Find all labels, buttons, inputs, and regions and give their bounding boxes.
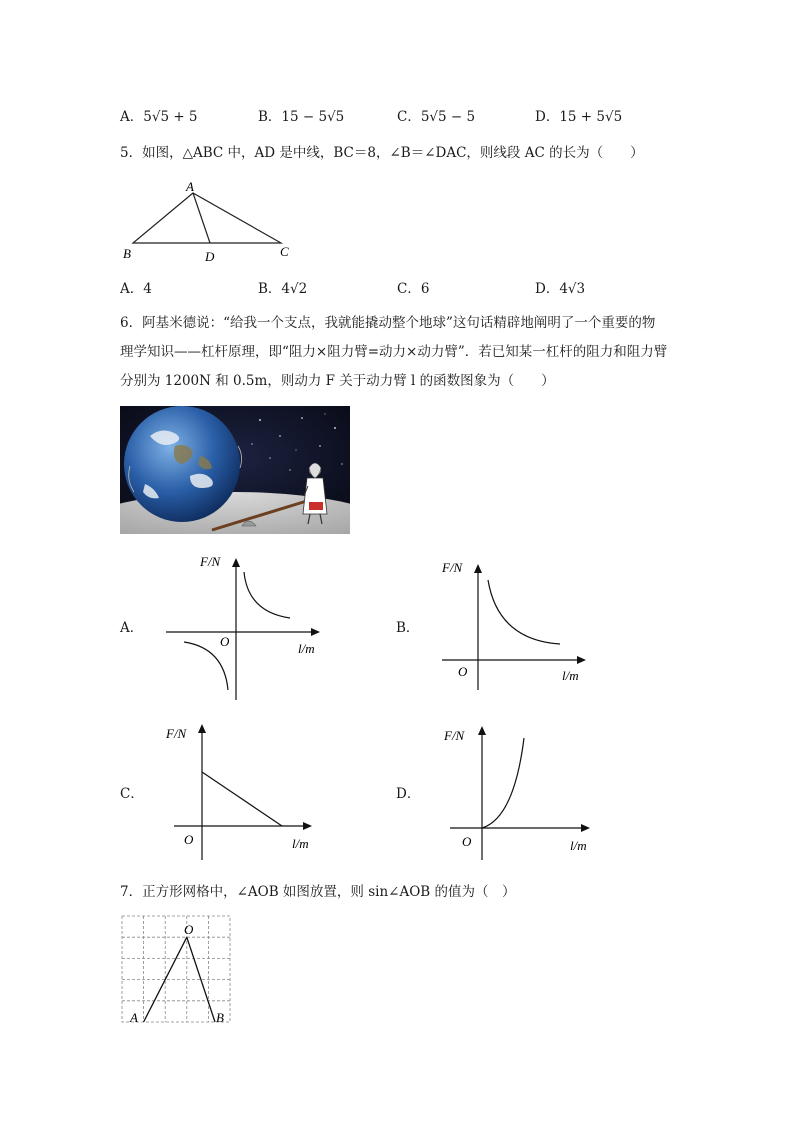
- point-label-a: A: [130, 1010, 138, 1025]
- x-axis-label: l/m: [570, 838, 587, 853]
- y-axis-label: F/N: [200, 554, 221, 569]
- hyperbola-branch-q1: [488, 580, 560, 644]
- q7-stem: 7．正方形网格中，∠AOB 如图放置，则 sin∠AOB 的值为（ ）: [120, 884, 516, 900]
- origin-label: O: [220, 634, 230, 649]
- y-axis-label: F/N: [442, 560, 463, 575]
- q6-stem-line-2: 理学知识——杠杆原理，即“阻力×阻力臂=动力×动力臂”．若已知某一杠杆的阻力和阻力臂: [120, 344, 668, 360]
- hyperbola-branch-q3: [184, 642, 228, 690]
- ray-oa: [144, 937, 187, 1022]
- origin-label: O: [458, 664, 468, 679]
- q6-stem-line-1: 6．阿基米德说：“给我一个支点，我就能撬动整个地球”这句话精辟地阐明了一个重要的物: [120, 315, 656, 331]
- q4-option-a: A．5√5 + 5: [120, 109, 198, 125]
- median-ad: [193, 193, 210, 243]
- q7-grid-figure: [118, 912, 238, 1026]
- q4-option-c: C．5√5 − 5: [397, 109, 476, 125]
- x-axis-label: l/m: [562, 668, 579, 683]
- earth-globe: [124, 406, 240, 522]
- x-axis-arrow: [581, 824, 590, 832]
- q6-option-b-label: B．: [396, 620, 420, 636]
- parabola-curve: [482, 738, 524, 828]
- y-axis-arrow: [232, 558, 240, 567]
- x-axis-label: l/m: [298, 641, 315, 656]
- q5-triangle-figure: [115, 175, 305, 267]
- y-axis-label: F/N: [444, 728, 465, 743]
- y-axis-arrow: [478, 726, 486, 735]
- y-axis-arrow: [198, 724, 206, 733]
- vertex-label-a: A: [186, 179, 194, 194]
- graph-option-c: [160, 718, 326, 862]
- ray-ob: [187, 937, 215, 1022]
- q5-option-c: C．6: [397, 281, 430, 297]
- q5-option-a: A．4: [120, 281, 152, 297]
- q6-option-a-label: A．: [120, 620, 144, 636]
- graph-option-a: [160, 550, 330, 708]
- q6-option-c-label: C．: [120, 786, 144, 802]
- q6-option-d-label: D．: [396, 786, 421, 802]
- vertex-label-c: C: [280, 244, 289, 259]
- point-label-b: B: [216, 1010, 224, 1025]
- square-grid: [122, 916, 230, 1022]
- point-label-o: O: [184, 922, 194, 937]
- q5-option-d: D．4√3: [535, 281, 586, 297]
- q4-option-d: D．15 + 5√5: [535, 109, 623, 125]
- y-axis-label: F/N: [166, 726, 187, 741]
- x-axis-arrow: [303, 822, 312, 830]
- vertex-label-b: B: [123, 246, 131, 261]
- q4-option-b: B．15 − 5√5: [258, 109, 345, 125]
- q5-stem: 5．如图，△ABC 中，AD 是中线，BC＝8，∠B＝∠DAC，则线段 AC 的长为（ ）: [120, 145, 644, 161]
- hyperbola-branch-q1: [244, 572, 290, 618]
- x-axis-label: l/m: [292, 836, 309, 851]
- decreasing-line: [202, 772, 282, 826]
- archimedes-lever-illustration: [120, 406, 350, 534]
- y-axis-arrow: [474, 564, 482, 573]
- graph-option-d: [440, 720, 600, 864]
- origin-label: O: [184, 832, 194, 847]
- q6-stem-line-3: 分别为 1200N 和 0.5m，则动力 F 关于动力臂 l 的函数图象为（ ）: [120, 373, 555, 389]
- x-axis-arrow: [311, 628, 320, 636]
- point-label-d: D: [205, 249, 215, 264]
- x-axis-arrow: [577, 656, 586, 664]
- graph-option-b: [436, 556, 596, 694]
- q5-option-b: B．4√2: [258, 281, 308, 297]
- origin-label: O: [462, 834, 472, 849]
